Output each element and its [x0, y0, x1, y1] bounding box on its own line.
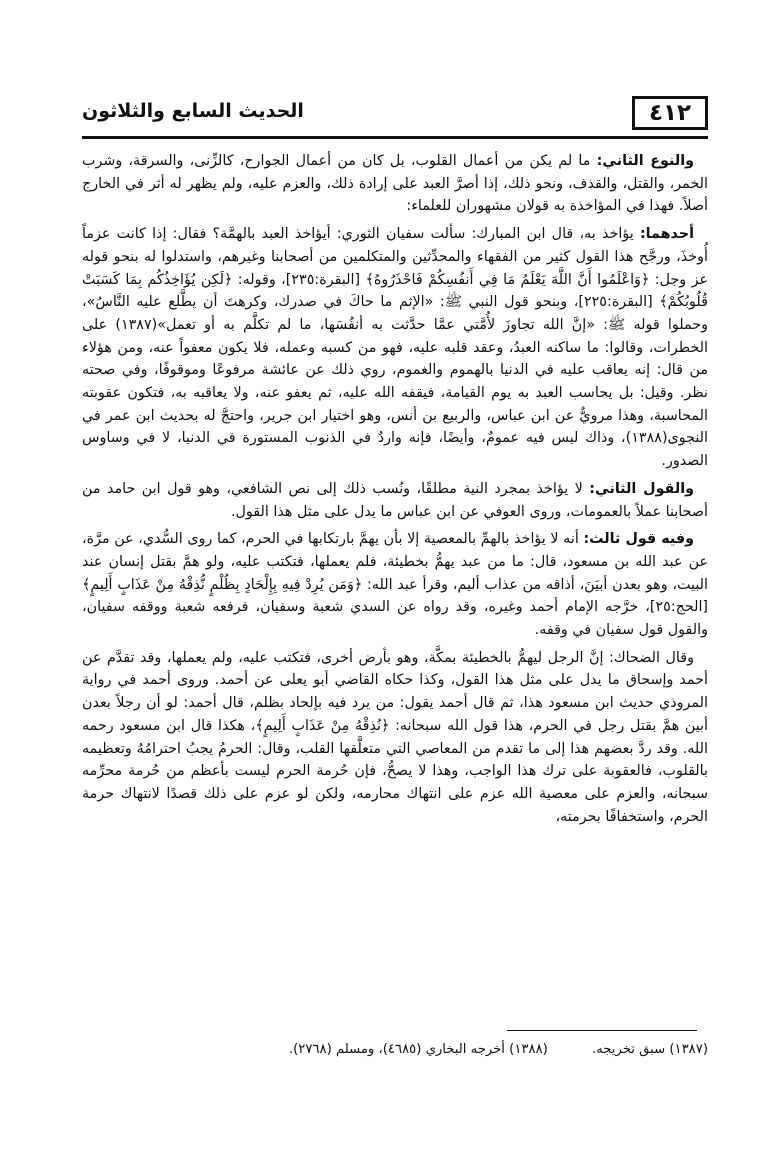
- paragraph-text: لا يؤاخذ بمجرد النية مطلقًا، ونُسب ذلك إلى نص الشافعي، وهو قول ابن حامد من أصحابنا عملاً بالعمومات، وروى العوفي عن ابن عباس ما يدل على مثل هذا القول.: [82, 480, 708, 520]
- paragraph-text: وقال الضحاك: إنَّ الرجل ليهمُّ بالخطيئة بمكَّة، وهو بأرض أخرى، فتكتب عليه، ولم يعملها، وقد تقدَّم عن أحمد وإسحاق ما يدل على مثل هذا القول، وكذا حكاه القاضي أبو يعلى عن أحمد. وروى أحمد في رواية المروذي حديث ابن مسعود هذا، ثم قال أحمد يقول: من يرد فيه بإلحاد بظلم، قال أحمد: لو أن رجلاً بعدن أبين همَّ بقتل رجل في الحرم، هذا قول الله سبحانه: ﴿نُذِقْهُ مِنْ عَذَابٍ أَلِيمٍ﴾، هكذا قال ابن مسعود رحمه الله. وقد ردَّ بعضهم هذا إلى ما تقدم من المعاصي التي متعلَّقها القلب، وقال: الحرمُ يجبُ احترامُهُ وتعظيمه بالقلوب، فالعقوبة على ترك هذا الواجب، وهذا لا يصحُّ، فإن حُرمة الحرم ليست بأعظم من حُرمة محرِّمه سبحانه، والعزم على معصية الله عزم على انتهاك محارمه، ولكن لو عزم على ذلك قصدًا لانتهاك حرمة الحرم، واستخفافًا بحرمته،: [82, 649, 708, 825]
- paragraph-lead: وفيه قول ثالث:: [583, 531, 694, 548]
- paragraph: [82, 647, 708, 829]
- footnote: (١٣٨٨) أخرجه البخاري (٤٦٨٥)، ومسلم (٢٧٦٨).: [288, 1042, 548, 1057]
- main-text: [82, 150, 708, 1020]
- paragraph-text: ما لم يكن من أعمال القلوب، بل كان من أعمال الجوارح، كالزِّنى، والسرقة، وشرب الخمر، والقتل، والقذف، ونحو ذلك، إذا أصرَّ العبد على إرادة ذلك، والعزم عليه، ولم يظهر له أثر في الخارج أصلاً. فهذا في المؤاخذة به قولان مشهوران للعلماء:: [82, 153, 708, 215]
- paragraph-lead: والنوع الثاني:: [596, 153, 694, 169]
- footnote: (١٣٨٧) سبق تخريجه.: [592, 1042, 708, 1057]
- paragraph: [82, 478, 708, 523]
- paragraph-text: أنه لا يؤاخذ بالهمِّ بالمعصية إلا بأن يهمَّ بارتكابها في الحرم، كما روى السُّدي، عن مرَّة، عن عبد الله بن مسعود، قال: ما من عبد يهمُّ بخطيئة، فلم يعملها، فتكتب عليه، ولو همَّ بقتل إنسان عند البيت، وهو بعدن أبيَنَ، أذاقه من عذاب أليم، وقرأ عبد الله: ﴿وَمَن يُرِدْ فِيهِ بِإِلْحَادٍ بِظُلْمٍ نُّذِقْهُ مِنْ عَذَابٍ أَلِيمٍ﴾ [الحج:٢٥]، خرَّجه الإمام أحمد وغيره، وقد رواه عن السدي شعبة وسفيان، فرفعه شعبة ووقفه سفيان، والقول قول سفيان في وقفه.: [82, 531, 708, 639]
- footnote-separator: [507, 1030, 697, 1031]
- paragraph-text: يؤاخذ به، قال ابن المبارك: سألت سفيان الثوري: أيؤاخذ العبد بالهمَّة؟ فقال: إذا كانت عزماً أُوخذَ، ورجَّح هذا القول كثير من الفقهاء والمحدِّثين والمتكلمين من أصحابنا وغيرهم، واستدلوا له بنحو قوله عز وجل: ﴿وَاعْلَمُوا أَنَّ اللَّهَ يَعْلَمُ مَا فِي أَنفُسِكُمْ فَاحْذَرُوهُ﴾ [البقرة:٢٣٥]، وقوله: ﴿لَكِن يُؤَاخِذُكُم بِمَا كَسَبَتْ قُلُوبُكُمْ﴾ [البقرة:٢٢٥]، وبنحو قول النبي ﷺ: «الإثم ما حاكَ في صدرك، وكرهتَ أن يطَّلع عليه النَّاسُ»، وحملوا قوله ﷺ: «إنَّ الله تجاوزَ لأُمَّتي عمَّا حدَّثت به أنفُسَها، ما لم تكلَّم به أو تعمل»(١٣٨٧) على الخطرات، وقالوا: ما ساكنه العبدُ، وعقد قلبه عليه، فهو من كسبه وعمله، فلا يكون معفواً عنه، ومن هؤلاء من قال: إنه يعاقب عليه في الدنيا بالهموم والغموم، روي ذلك عن عائشة مرفوعًا وموقوفًا، وفي صحته نظر. وقيل: بل يحاسب العبد به يوم القيامة، فيقفه الله عليه، ثم يعفو عنه، ولا يعاقبه به، فتكون عقوبته المحاسبة، وهذا مرويٌّ عن ابن عباس، والربيع بن أنس، وهو اختيار ابن جرير، واحتجَّ له بحديث ابن عمر في النجوى(١٣٨٨)، وذاك ليس فيه عمومٌ، وأيضًا، فإنه واردٌ في الذنوب المستورة في الدنيا، لا في وساوس الصدور.: [82, 226, 708, 470]
- footnotes: [82, 1040, 708, 1060]
- running-title: الحديث السابع والثلاثون: [82, 100, 304, 122]
- paragraph-lead: والقول الثاني:: [589, 480, 694, 497]
- paragraph-lead: أحدهما:: [639, 226, 694, 243]
- header-rule: [82, 136, 708, 139]
- paragraph: [82, 528, 708, 642]
- page-header: [82, 86, 708, 136]
- paragraph: [82, 223, 708, 473]
- page-number: ٤١٢: [632, 96, 708, 130]
- paragraph: [82, 150, 708, 218]
